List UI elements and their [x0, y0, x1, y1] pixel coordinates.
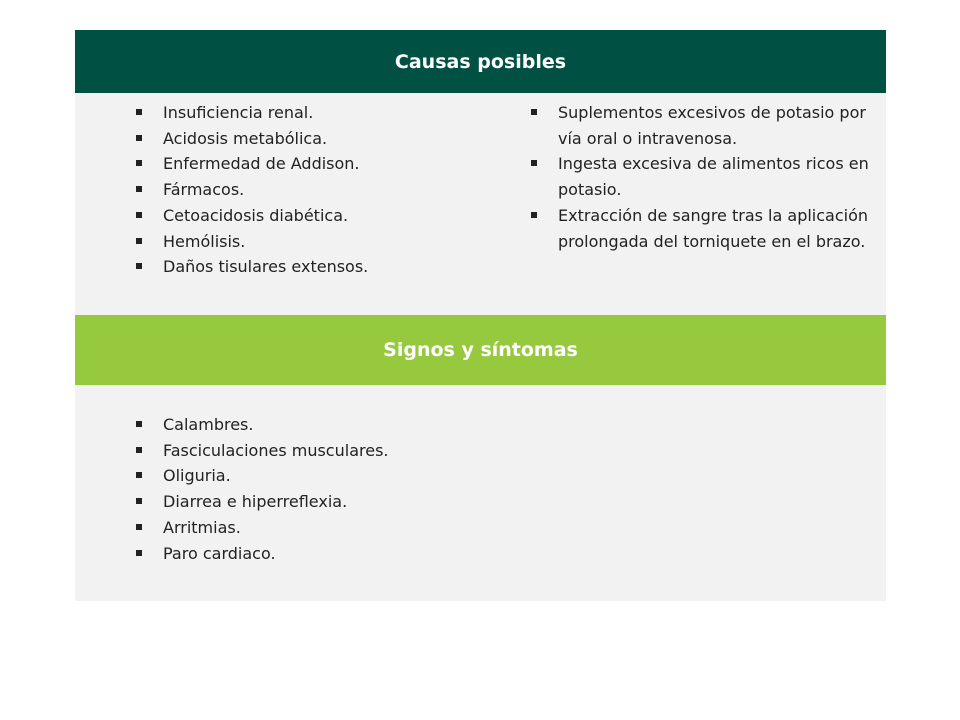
list-item: Cetoacidosis diabética. [135, 203, 368, 229]
square-bullet-icon [531, 160, 537, 166]
list-item: Fármacos. [135, 177, 368, 203]
square-bullet-icon [136, 263, 142, 269]
causes-left-list [135, 100, 368, 280]
list-item: Hemólisis. [135, 229, 368, 255]
signs-header [75, 315, 886, 385]
list-item: Diarrea e hiperreflexia. [135, 489, 388, 515]
square-bullet-icon [531, 212, 537, 218]
causes-title: Causas posibles [394, 50, 567, 73]
square-bullet-icon [136, 109, 142, 115]
list-item: Daños tisulares extensos. [135, 254, 368, 280]
square-bullet-icon [136, 550, 142, 556]
square-bullet-icon [136, 160, 142, 166]
list-item: Insuficiencia renal. [135, 100, 368, 126]
signs-title: Signos y síntomas [383, 339, 578, 361]
causes-body [75, 93, 886, 315]
square-bullet-icon [531, 109, 537, 115]
square-bullet-icon [136, 186, 142, 192]
list-item: Oliguria. [135, 463, 388, 489]
list-item: Ingesta excesiva de alimentos ricos en potasio. [530, 151, 880, 202]
list-item: Arritmias. [135, 515, 388, 541]
causes-right-list [530, 100, 880, 254]
square-bullet-icon [136, 212, 142, 218]
list-item: Suplementos excesivos de potasio por vía oral o intravenosa. [530, 100, 880, 151]
list-item: Acidosis metabólica. [135, 126, 368, 152]
list-item: Enfermedad de Addison. [135, 151, 368, 177]
square-bullet-icon [136, 498, 142, 504]
causes-header [75, 30, 886, 93]
signs-body [75, 385, 886, 601]
list-item: Calambres. [135, 412, 388, 438]
square-bullet-icon [136, 135, 142, 141]
list-item: Paro cardiaco. [135, 541, 388, 567]
square-bullet-icon [136, 472, 142, 478]
square-bullet-icon [136, 421, 142, 427]
square-bullet-icon [136, 447, 142, 453]
signs-list [135, 412, 388, 566]
list-item: Extracción de sangre tras la aplicación prolongada del torniquete en el brazo. [530, 203, 880, 254]
square-bullet-icon [136, 238, 142, 244]
list-item: Fasciculaciones musculares. [135, 438, 388, 464]
square-bullet-icon [136, 524, 142, 530]
info-table [75, 30, 886, 601]
